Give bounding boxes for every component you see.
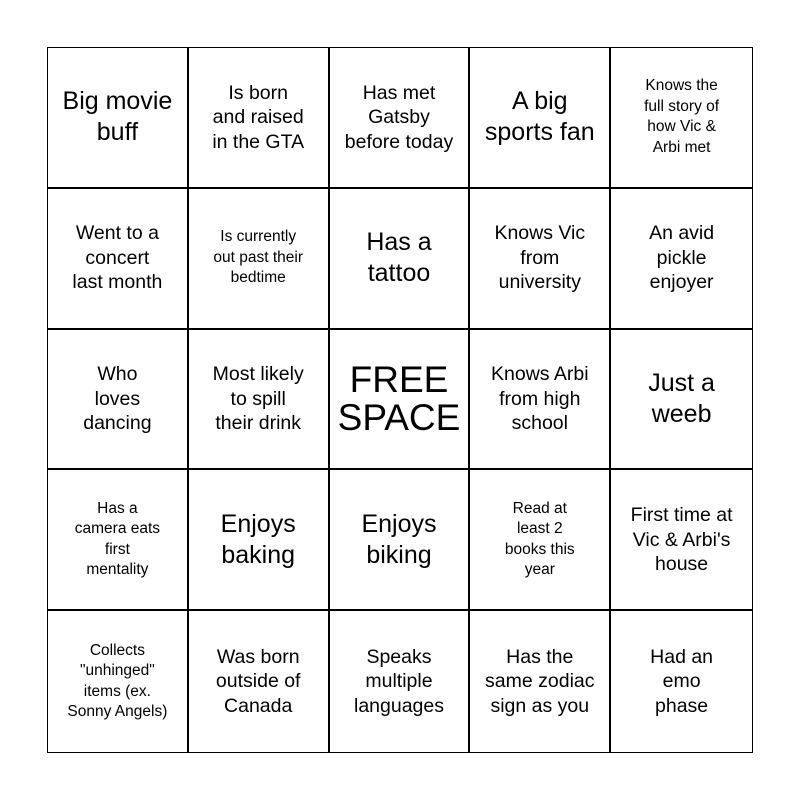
bingo-cell-label: Is currently out past their bedtime [213,228,303,287]
bingo-cell[interactable] [330,470,471,611]
bingo-cell[interactable] [611,330,752,471]
bingo-cell-label: Speaks multiple languages [353,645,444,717]
bingo-cell-label: First time at Vic & Arbi's house [630,504,733,576]
bingo-cell[interactable] [611,611,752,752]
bingo-cell[interactable] [189,470,330,611]
bingo-cell[interactable] [470,189,611,330]
bingo-cell-label: Went to a concert last month [72,222,163,294]
bingo-cell-label: Knows Vic from university [494,222,586,294]
bingo-cell-label: Enjoys baking [220,509,296,569]
bingo-cell-label: Has met Gatsby before today [344,81,454,153]
bingo-cell-free-space[interactable] [330,330,471,471]
bingo-cell[interactable] [48,48,189,189]
bingo-cell-label: Was born outside of Canada [215,645,301,717]
bingo-cell-label: FREE SPACE [337,358,461,438]
bingo-cell-label: Has the same zodiac sign as you [485,645,595,717]
bingo-cell[interactable] [48,470,189,611]
bingo-board [47,47,753,753]
bingo-cell[interactable] [189,330,330,471]
bingo-cell[interactable] [330,189,471,330]
bingo-cell-label: Knows the full story of how Vic & Arbi met [644,77,720,156]
bingo-cell-label: Knows Arbi from high school [491,363,589,435]
bingo-cell-label: Enjoys biking [361,509,437,569]
bingo-cell[interactable] [470,470,611,611]
bingo-cell[interactable] [189,611,330,752]
bingo-cell-label: Collects "unhinged" items (ex. Sonny Angels) [67,641,168,721]
bingo-cell-label: Is born and raised in the GTA [212,81,305,153]
bingo-cell[interactable] [611,189,752,330]
bingo-cell[interactable] [611,48,752,189]
bingo-cell-label: Just a weeb [648,368,715,428]
bingo-cell[interactable] [48,330,189,471]
bingo-cell[interactable] [611,470,752,611]
bingo-cell-label: Big movie buff [62,87,173,147]
bingo-cell-label: Read at least 2 books this year [504,499,575,579]
bingo-cell[interactable] [48,189,189,330]
bingo-cell-label: Who loves dancing [83,363,152,435]
bingo-cell-label: Had an emo phase [650,645,714,717]
bingo-cell[interactable] [48,611,189,752]
bingo-cell-label: A big sports fan [484,87,595,147]
bingo-cell[interactable] [330,48,471,189]
bingo-cell-label: Most likely to spill their drink [212,363,304,435]
bingo-cell[interactable] [470,48,611,189]
bingo-cell-label: Has a tattoo [366,228,432,288]
bingo-cell[interactable] [189,189,330,330]
bingo-cell-label: Has a camera eats first mentality [74,499,161,579]
bingo-cell[interactable] [330,611,471,752]
bingo-cell[interactable] [189,48,330,189]
bingo-cell[interactable] [470,611,611,752]
bingo-cell-label: An avid pickle enjoyer [649,222,715,294]
bingo-cell[interactable] [470,330,611,471]
